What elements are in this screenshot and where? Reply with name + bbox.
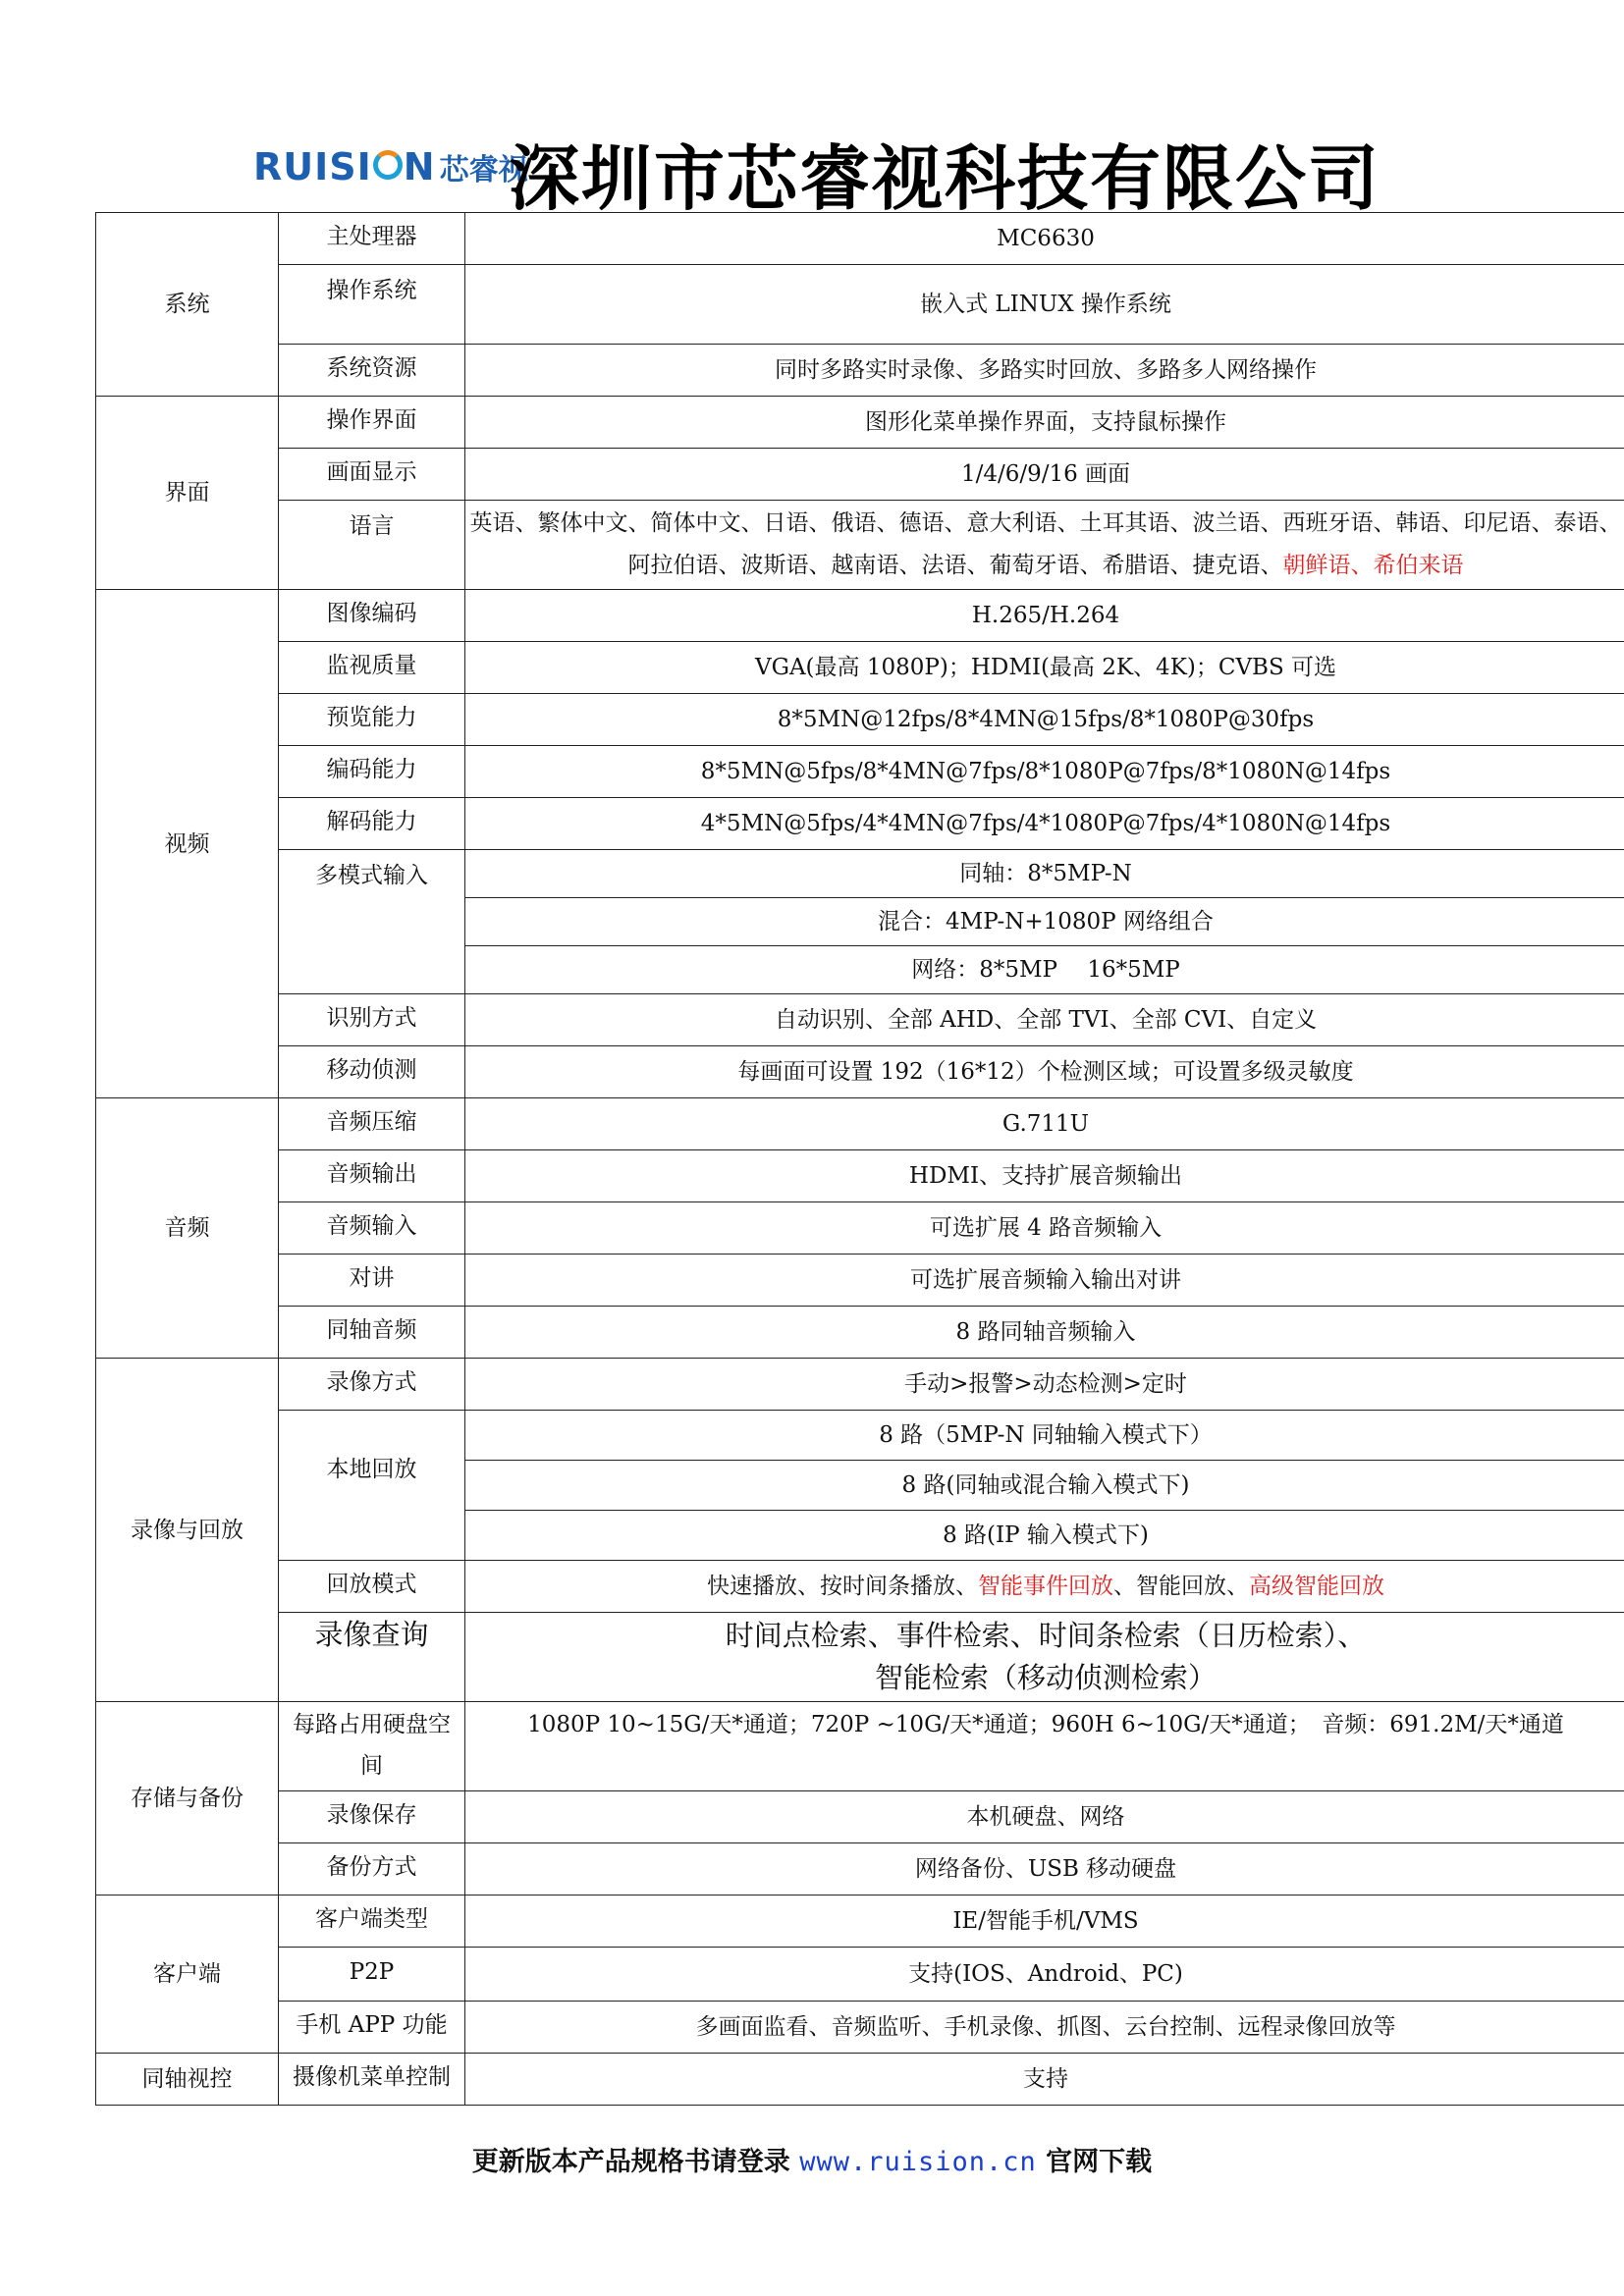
value-cell: [465, 1613, 1624, 1702]
value-cell: MC6630: [465, 213, 1624, 265]
item-cell: 主处理器: [279, 213, 465, 265]
category-cell: 同轴视控: [96, 2054, 279, 2106]
category-cell: 界面: [96, 397, 279, 590]
table-row: [96, 642, 1624, 694]
category-cell: 存储与备份: [96, 1702, 279, 1896]
value-cell: 8 路（5MP-N 同轴输入模式下）: [465, 1411, 1624, 1461]
table-row: [96, 345, 1624, 397]
value-cell: 8 路(IP 输入模式下): [465, 1511, 1624, 1561]
playback-mode-highlight: 高级智能回放: [1249, 1574, 1384, 1599]
table-row: [96, 2002, 1624, 2054]
table-row: [96, 1202, 1624, 1255]
company-logo: [253, 137, 528, 196]
item-cell: 对讲: [279, 1255, 465, 1307]
item-cell: 录像保存: [279, 1791, 465, 1843]
table-row: [96, 694, 1624, 746]
item-cell: 多模式输入: [279, 850, 465, 994]
category-cell: 客户端: [96, 1896, 279, 2054]
table-row: [96, 1359, 1624, 1411]
logo-ring-icon: [373, 150, 403, 180]
item-cell: 操作系统: [279, 265, 465, 345]
item-cell: 语言: [279, 501, 465, 590]
table-row: [96, 590, 1624, 642]
category-cell: 系统: [96, 213, 279, 397]
item-cell: 音频输出: [279, 1150, 465, 1202]
item-cell: 画面显示: [279, 449, 465, 501]
table-row: [96, 501, 1624, 590]
table-row: [96, 1613, 1624, 1702]
logo-text-cn: 芯睿视: [439, 153, 528, 187]
table-row: [96, 1843, 1624, 1896]
value-cell: 8*5MN@5fps/8*4MN@7fps/8*1080P@7fps/8*1080N@14fps: [465, 746, 1624, 798]
value-cell: 图形化菜单操作界面，支持鼠标操作: [465, 397, 1624, 449]
item-cell: 回放模式: [279, 1561, 465, 1613]
item-cell: 备份方式: [279, 1843, 465, 1896]
value-cell: 手动>报警>动态检测>定时: [465, 1359, 1624, 1411]
value-cell: 网络备份、USB 移动硬盘: [465, 1843, 1624, 1896]
item-cell: 摄像机菜单控制: [279, 2054, 465, 2106]
value-cell: [465, 501, 1624, 590]
table-row: [96, 798, 1624, 850]
value-cell: 多画面监看、音频监听、手机录像、抓图、云台控制、远程录像回放等: [465, 2002, 1624, 2054]
logo-text-right: N: [403, 145, 436, 188]
item-cell: 编码能力: [279, 746, 465, 798]
value-cell: H.265/H.264: [465, 590, 1624, 642]
value-cell: 网络：8*5MP 16*5MP: [465, 946, 1624, 994]
value-cell: VGA(最高 1080P)；HDMI(最高 2K、4K)；CVBS 可选: [465, 642, 1624, 694]
table-row: [96, 1561, 1624, 1613]
table-row: [96, 1255, 1624, 1307]
item-cell: 预览能力: [279, 694, 465, 746]
page-header: [0, 116, 1624, 224]
value-cell: 本机硬盘、网络: [465, 1791, 1624, 1843]
footer-text: 官网下载: [1036, 2147, 1153, 2177]
item-cell: 操作界面: [279, 397, 465, 449]
value-cell: 4*5MN@5fps/4*4MN@7fps/4*1080P@7fps/4*1080N@14fps: [465, 798, 1624, 850]
table-row: [96, 1150, 1624, 1202]
table-row: [96, 1046, 1624, 1098]
category-cell: 音频: [96, 1098, 279, 1359]
category-cell: 视频: [96, 590, 279, 1098]
item-cell: 客户端类型: [279, 1896, 465, 1948]
table-row: [96, 397, 1624, 449]
value-cell: 混合：4MP-N+1080P 网络组合: [465, 898, 1624, 946]
value-cell: 嵌入式 LINUX 操作系统: [465, 265, 1624, 345]
spec-table: [95, 212, 1624, 2106]
playback-mode-text: 、智能回放、: [1113, 1574, 1249, 1599]
item-cell: 图像编码: [279, 590, 465, 642]
table-row: [96, 1307, 1624, 1359]
website-link[interactable]: www.ruision.cn: [799, 2147, 1037, 2177]
record-query-line: 智能检索（移动侦测检索）: [874, 1661, 1217, 1694]
table-row: [96, 994, 1624, 1046]
item-cell: 同轴音频: [279, 1307, 465, 1359]
company-name: 深圳市芯睿视科技有限公司: [509, 137, 1381, 220]
value-cell: G.711U: [465, 1098, 1624, 1150]
table-row: [96, 1702, 1624, 1791]
value-cell: 8 路(同轴或混合输入模式下): [465, 1461, 1624, 1511]
table-row: [96, 265, 1624, 345]
playback-mode-highlight: 智能事件回放: [978, 1574, 1113, 1599]
table-row: [96, 449, 1624, 501]
table-row: [96, 213, 1624, 265]
value-cell: 自动识别、全部 AHD、全部 TVI、全部 CVI、自定义: [465, 994, 1624, 1046]
table-row: [96, 1896, 1624, 1948]
page-footer: [0, 2140, 1624, 2178]
value-cell: 每画面可设置 192（16*12）个检测区域；可设置多级灵敏度: [465, 1046, 1624, 1098]
item-cell: 手机 APP 功能: [279, 2002, 465, 2054]
item-cell: 录像方式: [279, 1359, 465, 1411]
table-row: [96, 746, 1624, 798]
value-cell: HDMI、支持扩展音频输出: [465, 1150, 1624, 1202]
value-cell: 支持(IOS、Android、PC): [465, 1948, 1624, 2002]
item-cell: 监视质量: [279, 642, 465, 694]
item-cell: 系统资源: [279, 345, 465, 397]
value-cell: IE/智能手机/VMS: [465, 1896, 1624, 1948]
value-cell: 1080P 10~15G/天*通道；720P ~10G/天*通道；960H 6~10G/天*通道； 音频：691.2M/天*通道: [465, 1702, 1624, 1791]
value-cell: 可选扩展音频输入输出对讲: [465, 1255, 1624, 1307]
value-cell: 8*5MN@12fps/8*4MN@15fps/8*1080P@30fps: [465, 694, 1624, 746]
item-cell: 本地回放: [279, 1411, 465, 1561]
table-row: [96, 1791, 1624, 1843]
item-cell: P2P: [279, 1948, 465, 2002]
language-list: 英语、繁体中文、简体中文、日语、俄语、德语、意大利语、土耳其语、波兰语、西班牙语、韩语、印尼语、泰语、阿拉伯语、波斯语、越南语、法语、葡萄牙语、希腊语、捷克语、: [469, 510, 1622, 578]
value-cell: 同时多路实时录像、多路实时回放、多路多人网络操作: [465, 345, 1624, 397]
item-cell: 录像查询: [279, 1613, 465, 1702]
value-cell: [465, 1561, 1624, 1613]
item-cell: 音频压缩: [279, 1098, 465, 1150]
footer-text: 更新版本产品规格书请登录: [471, 2147, 800, 2177]
playback-mode-text: 快速播放、按时间条播放、: [707, 1574, 978, 1599]
value-cell: 可选扩展 4 路音频输入: [465, 1202, 1624, 1255]
item-cell: 解码能力: [279, 798, 465, 850]
record-query-line: 时间点检索、事件检索、时间条检索（日历检索）、: [725, 1619, 1367, 1652]
value-cell: 8 路同轴音频输入: [465, 1307, 1624, 1359]
logo-text-left: RUISI: [253, 145, 372, 188]
value-cell: 同轴：8*5MP-N: [465, 850, 1624, 898]
category-cell: 录像与回放: [96, 1359, 279, 1702]
table-row: [96, 1948, 1624, 2002]
table-row: [96, 1411, 1624, 1461]
table-row: [96, 1098, 1624, 1150]
item-cell: 移动侦测: [279, 1046, 465, 1098]
table-row: [96, 2054, 1624, 2106]
item-cell: 每路占用硬盘空间: [279, 1702, 465, 1791]
language-list-highlight: 朝鲜语、希伯来语: [1282, 553, 1464, 578]
item-cell: 识别方式: [279, 994, 465, 1046]
table-row: [96, 850, 1624, 898]
item-cell: 音频输入: [279, 1202, 465, 1255]
value-cell: 支持: [465, 2054, 1624, 2106]
value-cell: 1/4/6/9/16 画面: [465, 449, 1624, 501]
